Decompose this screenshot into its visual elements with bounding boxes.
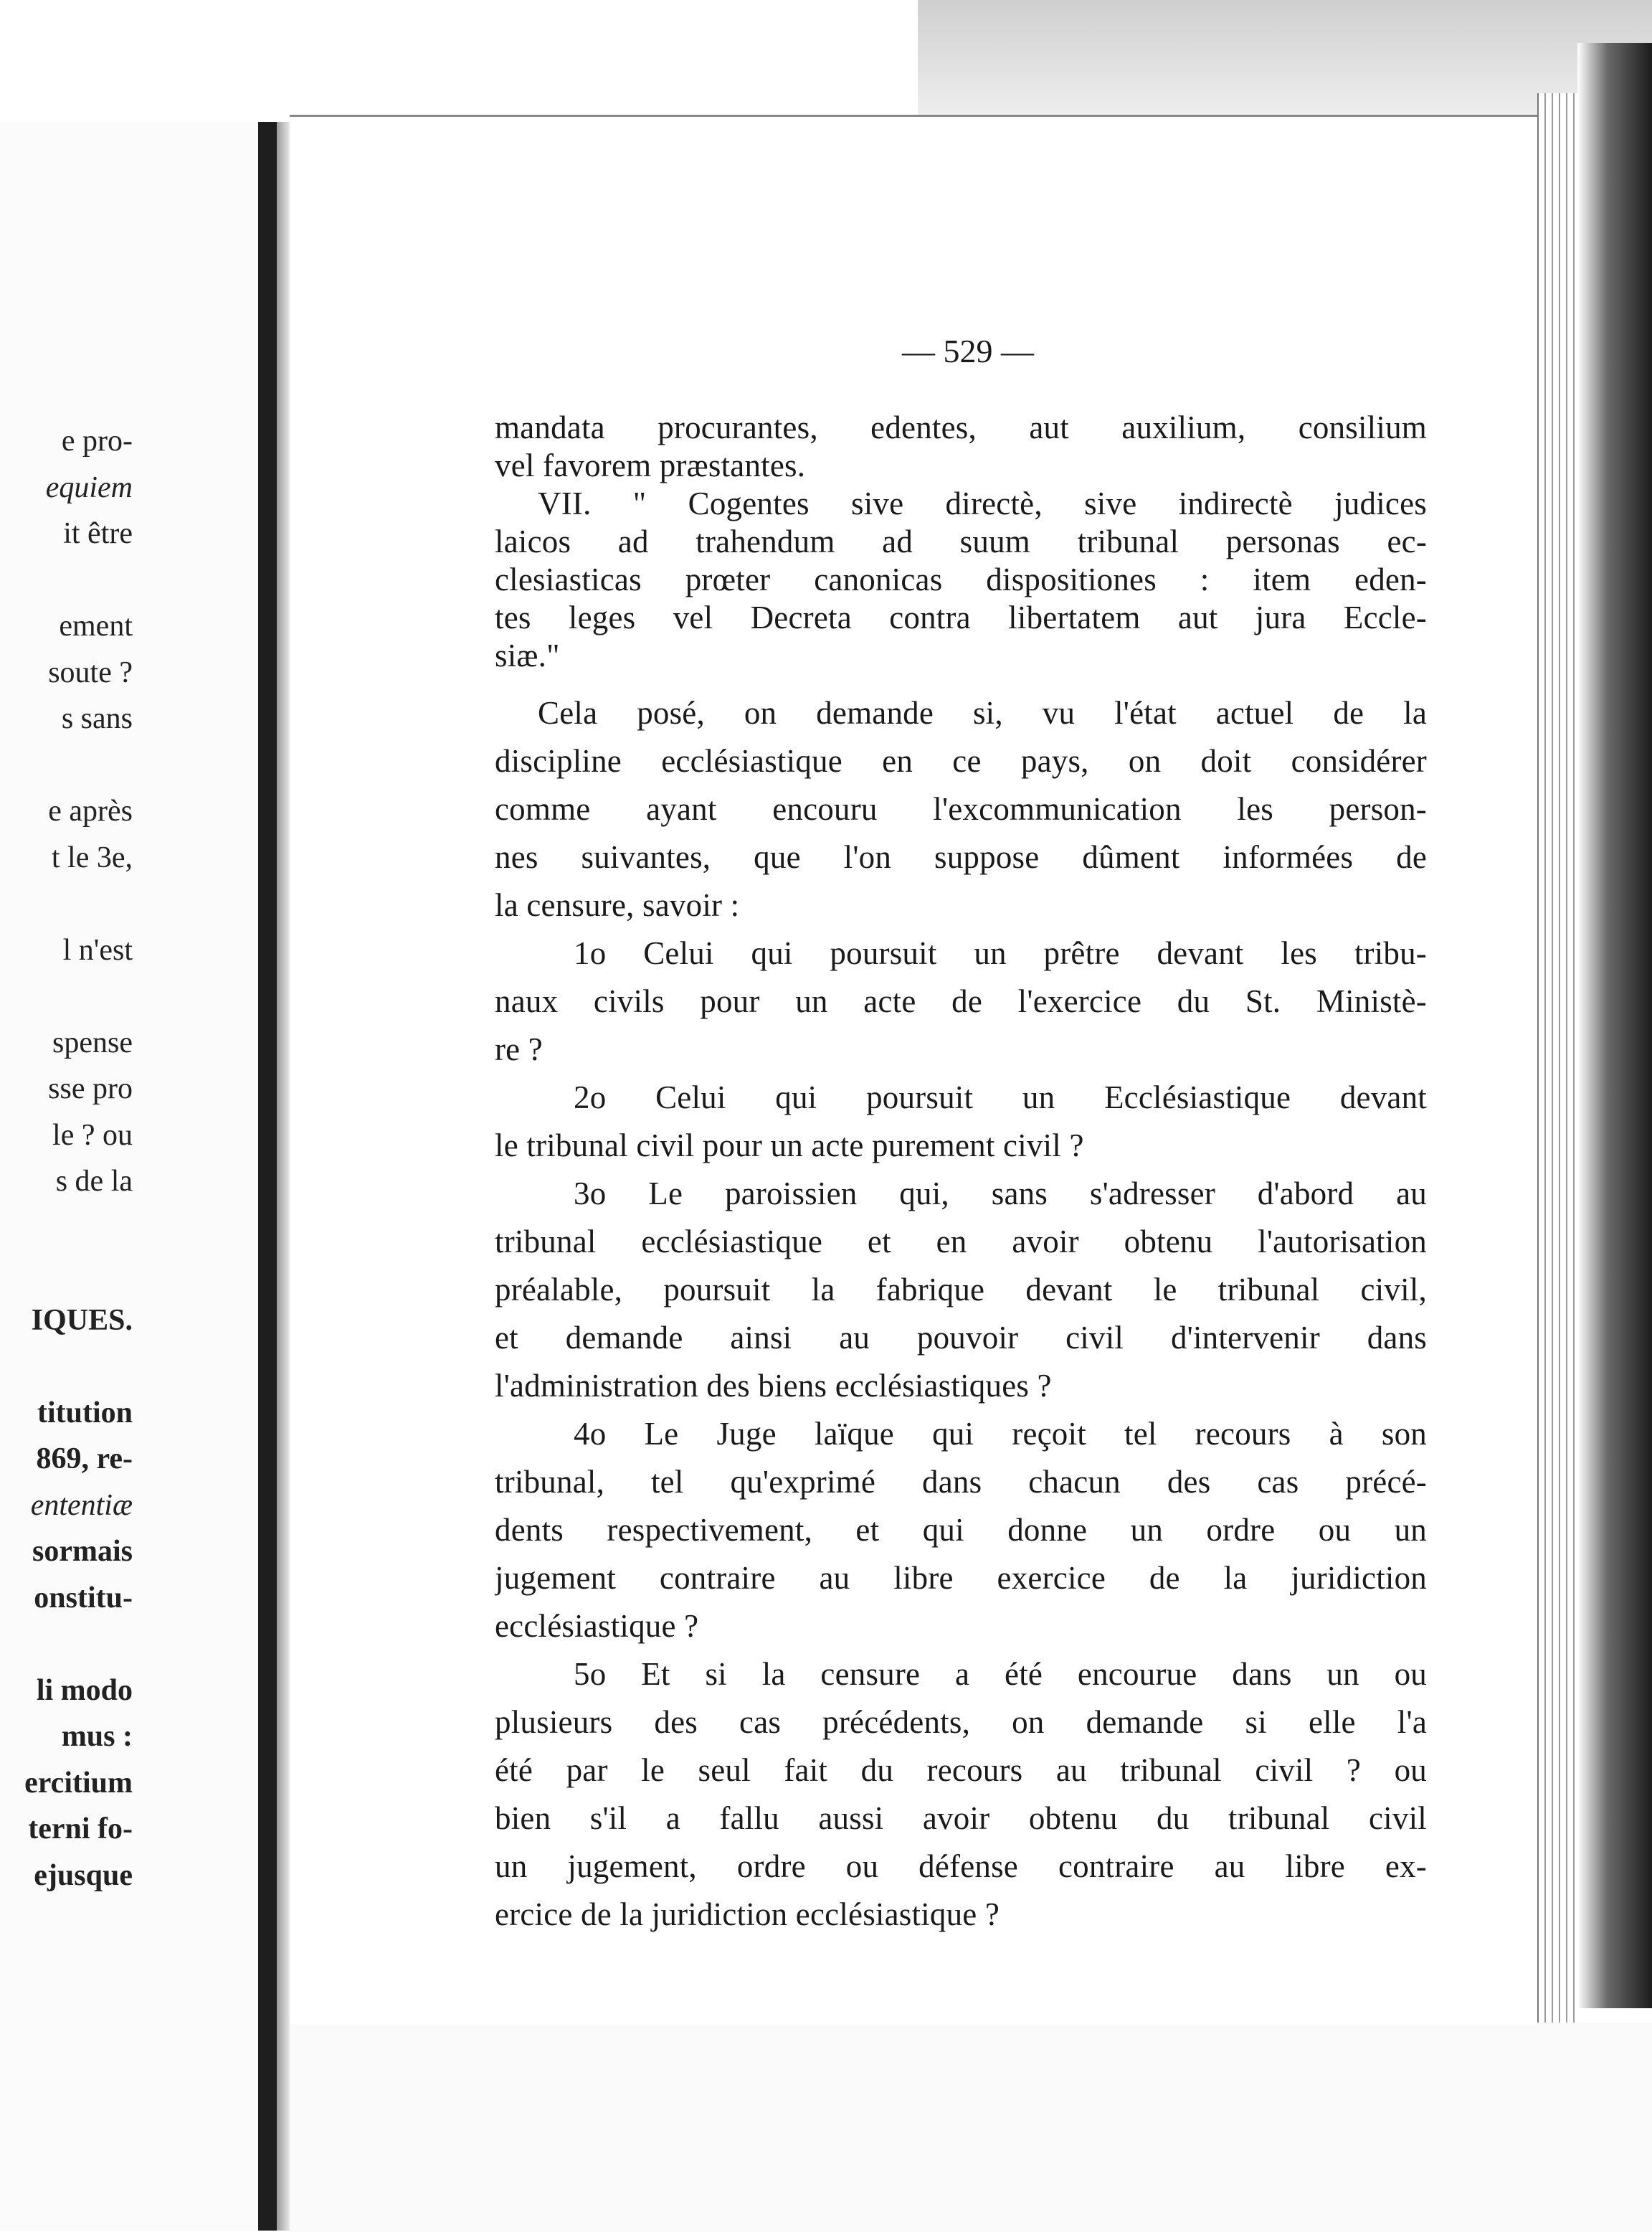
paragraph-spacer bbox=[495, 675, 1427, 689]
book-gutter bbox=[258, 122, 277, 2231]
text-line: plusieurs des cas précédents, on demande si elle l'a bbox=[495, 1704, 1427, 1740]
text-line: VII. " Cogentes sive directè, sive indirectè judices bbox=[538, 486, 1427, 521]
left-page-line: mus : bbox=[61, 1720, 133, 1753]
left-page-line: t le 3e, bbox=[51, 841, 133, 874]
scan-right-shadow bbox=[1577, 43, 1652, 2008]
text-line: l'administration des biens ecclésiastiques ? bbox=[495, 1368, 1052, 1404]
page-bottom-margin bbox=[290, 2023, 1652, 2232]
text-line: 5o Et si la censure a été encourue dans un ou bbox=[574, 1656, 1427, 1692]
left-page-line: soute ? bbox=[48, 656, 133, 689]
left-page-line: sse pro bbox=[48, 1072, 133, 1105]
left-page-line: e après bbox=[48, 795, 133, 828]
text-line: tes leges vel Decreta contra libertatem aut jura Eccle- bbox=[495, 600, 1427, 635]
left-page-line: onstitu- bbox=[34, 1581, 133, 1614]
gutter-shadow bbox=[277, 122, 290, 2231]
text-line: discipline ecclésiastique en ce pays, on doit considérer bbox=[495, 743, 1427, 779]
left-page-line: equiem bbox=[45, 470, 133, 504]
left-page-line: e pro- bbox=[61, 425, 133, 458]
left-page-line: ententiæ bbox=[30, 1488, 133, 1522]
text-line: 1o Celui qui poursuit un prêtre devant les tribu- bbox=[574, 935, 1427, 971]
left-page-line: li modo bbox=[36, 1673, 133, 1707]
text-line: été par le seul fait du recours au tribunal civil ? ou bbox=[495, 1752, 1427, 1788]
text-line: un jugement, ordre ou défense contraire au libre ex- bbox=[495, 1848, 1427, 1884]
text-line: la censure, savoir : bbox=[495, 887, 740, 923]
text-line: 4o Le Juge laïque qui reçoit tel recours à son bbox=[574, 1416, 1427, 1452]
text-line: préalable, poursuit la fabrique devant le tribunal civil, bbox=[495, 1272, 1427, 1307]
text-line: vel favorem præstantes. bbox=[495, 448, 806, 483]
page-text bbox=[495, 409, 1427, 1939]
text-line: 3o Le paroissien qui, sans s'adresser d'abord au bbox=[574, 1176, 1427, 1211]
text-line: Cela posé, on demande si, vu l'état actuel de la bbox=[538, 695, 1427, 731]
text-line: siæ." bbox=[495, 638, 560, 673]
text-line: tribunal ecclésiastique et en avoir obtenu l'autorisation bbox=[495, 1224, 1427, 1259]
left-page-line: IQUES. bbox=[31, 1303, 133, 1337]
text-line: nes suivantes, que l'on suppose dûment informées de bbox=[495, 839, 1427, 875]
left-page-line: spense bbox=[52, 1026, 133, 1059]
left-page-line: it être bbox=[63, 517, 133, 550]
text-line: dents respectivement, et qui donne un ordre ou un bbox=[495, 1512, 1427, 1548]
text-line: ercice de la juridiction ecclésiastique ? bbox=[495, 1896, 1000, 1932]
left-page-line: terni fo- bbox=[28, 1812, 133, 1845]
text-line: 2o Celui qui poursuit un Ecclésiastique devant bbox=[574, 1079, 1427, 1115]
left-page-line: ercitium bbox=[24, 1766, 133, 1800]
text-line: comme ayant encouru l'excommunication les person- bbox=[495, 791, 1427, 827]
left-page-line: ement bbox=[59, 610, 133, 643]
left-page-line: s de la bbox=[55, 1165, 133, 1198]
text-line: mandata procurantes, edentes, aut auxilium, consilium bbox=[495, 410, 1427, 445]
left-page-line: sormais bbox=[32, 1535, 133, 1568]
previous-page-fragment bbox=[0, 122, 258, 2231]
left-page-line: 869, re- bbox=[36, 1442, 133, 1475]
text-line: ecclésiastique ? bbox=[495, 1608, 699, 1644]
text-line: clesiasticas prœter canonicas dispositiones : item eden- bbox=[495, 562, 1427, 597]
text-line: le tribunal civil pour un acte purement civil ? bbox=[495, 1127, 1084, 1163]
text-line: jugement contraire au libre exercice de la juridiction bbox=[495, 1560, 1427, 1596]
text-line: naux civils pour un acte de l'exercice du St. Ministè- bbox=[495, 983, 1427, 1019]
text-line: laicos ad trahendum ad suum tribunal personas ec- bbox=[495, 524, 1427, 559]
page-number: — 529 — bbox=[902, 333, 1034, 369]
text-line: bien s'il a fallu aussi avoir obtenu du tribunal civil bbox=[495, 1800, 1427, 1836]
left-page-line: le ? ou bbox=[52, 1118, 133, 1152]
left-page-line: titution bbox=[37, 1396, 133, 1429]
left-page-line: ejusque bbox=[34, 1858, 133, 1892]
text-line: tribunal, tel qu'exprimé dans chacun des cas précé- bbox=[495, 1464, 1427, 1500]
page-edges bbox=[1537, 93, 1579, 2023]
left-page-line: s sans bbox=[61, 702, 133, 735]
left-page-line: l n'est bbox=[62, 933, 133, 967]
text-line: et demande ainsi au pouvoir civil d'intervenir dans bbox=[495, 1320, 1427, 1356]
text-line: re ? bbox=[495, 1031, 543, 1067]
